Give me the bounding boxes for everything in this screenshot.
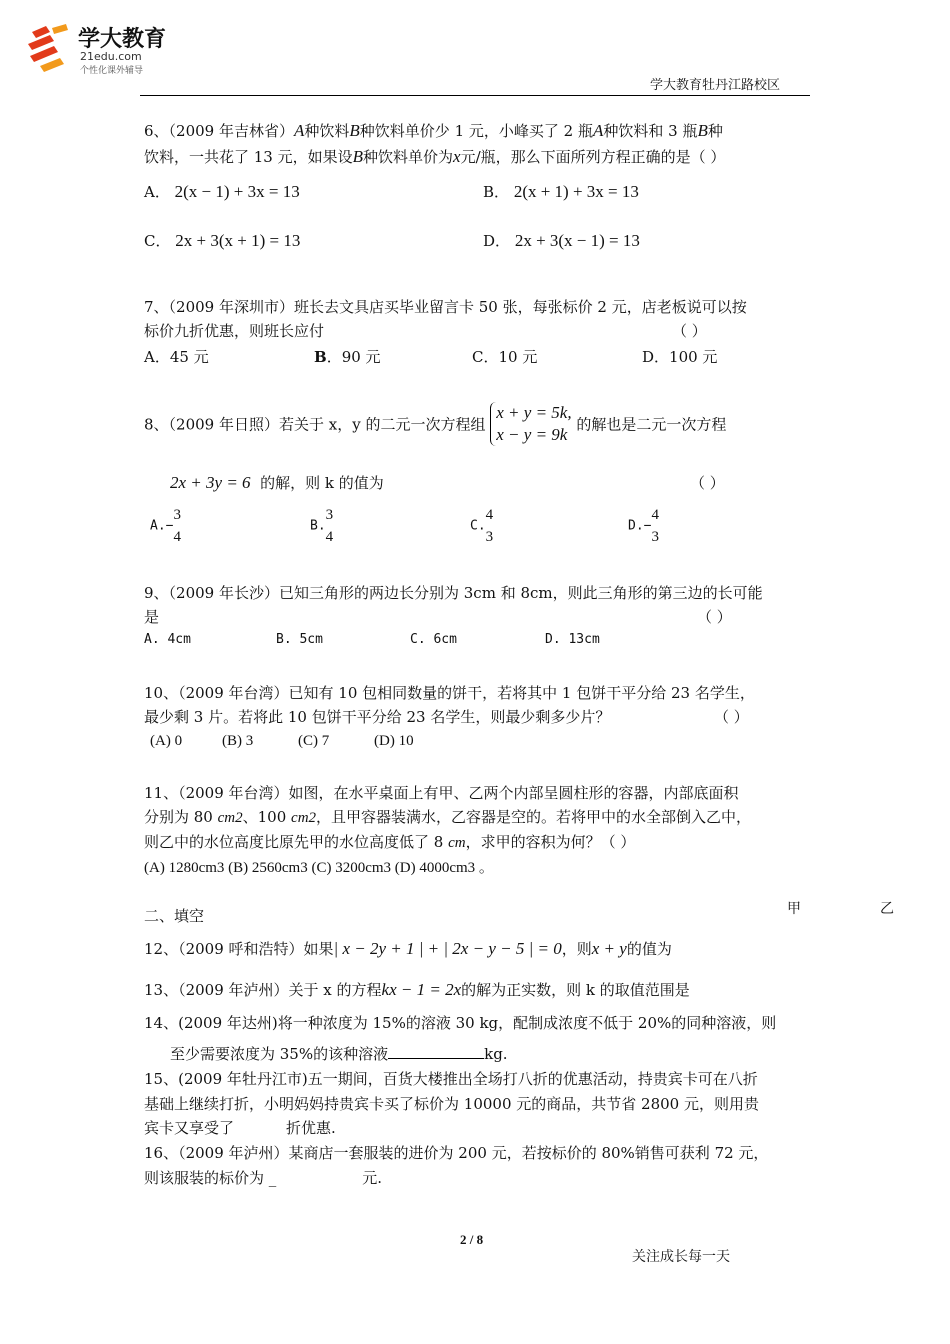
- q6-line1: 6、（2009 年吉林省）A种饮料B种饮料单价少 1 元，小峰买了 2 瓶A种饮料和 3 瓶B种: [144, 121, 723, 140]
- q7-option-d: D．100 元: [642, 348, 718, 366]
- footer-page-number: 2 / 8: [460, 1232, 484, 1247]
- q14-line1: 14、(2009 年达州)将一种浓度为 15%的溶液 30 kg，配制成浓度不低于 20%的同种溶液，则: [144, 1014, 777, 1032]
- footer-slogan: 关注成长每一天: [632, 1249, 730, 1265]
- section2-title: 二、填空: [144, 907, 205, 925]
- q10-line1: 10、（2009 年台湾）已知有 10 包相同数量的饼干，若将其中 1 包饼干平分给 23 名学生，: [144, 684, 755, 702]
- q14-line2: 至少需要浓度为 35%的该种溶液 kg.: [170, 1045, 508, 1063]
- q10-option-a: (A) 0: [150, 733, 183, 749]
- logo-text: 学大教育: [78, 27, 167, 52]
- q6-option-d: D． 2x + 3(x − 1) = 13: [483, 231, 640, 250]
- header-divider: [140, 95, 810, 96]
- q11-line3: 则乙中的水位高度比原先甲的水位高度低了 8 cm，求甲的容积为何？（ ）: [144, 833, 636, 851]
- q8-option-b: B. 3 4: [310, 507, 334, 545]
- q8-option-d: D.− 4 3: [628, 507, 659, 545]
- q8-option-a: A.− 3 4: [150, 507, 181, 545]
- figure-label-jia: 甲: [787, 901, 801, 917]
- q9-option-b: B. 5cm: [276, 632, 323, 647]
- q11-line2: 分别为 80 cm2、100 cm2，且甲容器装满水，乙容器是空的。若将甲中的水全部倒入乙中，: [144, 808, 752, 826]
- q15-line1: 15、(2009 年牡丹江市)五一期间，百货大楼推出全场打八折的优惠活动，持贵宾卡可在八折: [144, 1070, 758, 1088]
- q10-option-b: (B) 3: [222, 733, 254, 749]
- q9-option-a: A. 4cm: [144, 632, 191, 647]
- q9-line2: 是: [144, 608, 160, 626]
- q7-line2: 标价九折优惠，则班长应付: [144, 322, 325, 340]
- q15-line3: 宾卡又享受了 折优惠.: [144, 1119, 336, 1137]
- q8-option-c: C. 4 3: [470, 507, 494, 545]
- q10-option-d: (D) 10: [374, 733, 414, 749]
- q8-line2: 2x + 3y = 6 的解，则 k 的值为: [170, 473, 384, 492]
- header-campus: 学大教育牡丹江路校区: [650, 78, 781, 93]
- q8-equation-system: x + y = 5k, x − y = 9k: [490, 402, 571, 446]
- q15-line2: 基础上继续打折，小明妈妈持贵宾卡买了标价为 10000 元的商品，共节省 2800 元，则用贵: [144, 1095, 759, 1113]
- q16-answer-blank[interactable]: _: [268, 1169, 277, 1187]
- q13: 13、（2009 年泸州）关于 x 的方程kx − 1 = 2x的解为正实数，则 k 的取值范围是: [144, 980, 690, 999]
- q8-paren: （ ）: [690, 474, 725, 492]
- q16-line1: 16、（2009 年泸州）某商店一套服装的进价为 200 元，若按标价的 80%销售可获利 72 元，: [144, 1144, 769, 1162]
- q10-line2: 最少剩 3 片。若将此 10 包饼干平分给 23 名学生，则最少剩多少片？: [144, 708, 611, 726]
- q7-paren: （ ）: [672, 322, 707, 340]
- q9-option-d: D. 13cm: [545, 632, 600, 647]
- logo-slogan: 个性化课外辅导: [80, 66, 144, 76]
- q7-option-a: A．45 元: [144, 348, 209, 366]
- q7-line1: 7、（2009 年深圳市）班长去文具店买毕业留言卡 50 张，每张标价 2 元，店老板说可以按: [144, 298, 747, 316]
- logo-mark-icon: [26, 22, 72, 76]
- q6-line2: 饮料，一共花了 13 元，如果设B种饮料单价为x元/瓶，那么下面所列方程正确的是（ ）: [144, 147, 726, 166]
- q11-line1: 11、（2009 年台湾）如图，在水平桌面上有甲、乙两个内部呈圆柱形的容器，内部底面积: [144, 784, 739, 802]
- logo-url: 21edu.com: [80, 50, 142, 63]
- q7-option-b: B．90 元: [314, 348, 381, 366]
- header-logo: [26, 22, 176, 78]
- q6-option-c: C． 2x + 3(x + 1) = 13: [144, 231, 301, 250]
- q6-option-b: B． 2(x + 1) + 3x = 13: [483, 182, 639, 201]
- figure-label-yi: 乙: [880, 901, 894, 917]
- q12: 12、（2009 呼和浩特）如果| x − 2y + 1 | + | 2x − y − 5 | = 0，则x + y的值为: [144, 939, 672, 958]
- q6-option-a: A． 2(x − 1) + 3x = 13: [144, 182, 300, 201]
- q10-paren: （ ）: [714, 708, 749, 726]
- q11-options: (A) 1280cm3 (B) 2560cm3 (C) 3200cm3 (D) 4000cm3 。: [144, 860, 494, 876]
- q9-option-c: C. 6cm: [410, 632, 457, 647]
- q9-paren: （ ）: [697, 608, 732, 626]
- q16-line2: 则该服装的标价为 _ 元.: [144, 1169, 383, 1187]
- q9-line1: 9、（2009 年长沙）已知三角形的两边长分别为 3cm 和 8cm，则此三角形的第三边的长可能: [144, 584, 763, 602]
- q14-answer-blank[interactable]: [388, 1044, 484, 1059]
- q7-option-c: C．10 元: [472, 348, 538, 366]
- q10-option-c: (C) 7: [298, 733, 330, 749]
- q8-line1: 8、（2009 年日照）若关于 x，y 的二元一次方程组 x + y = 5k, x − y = 9k 的解也是二元一次方程: [144, 403, 727, 444]
